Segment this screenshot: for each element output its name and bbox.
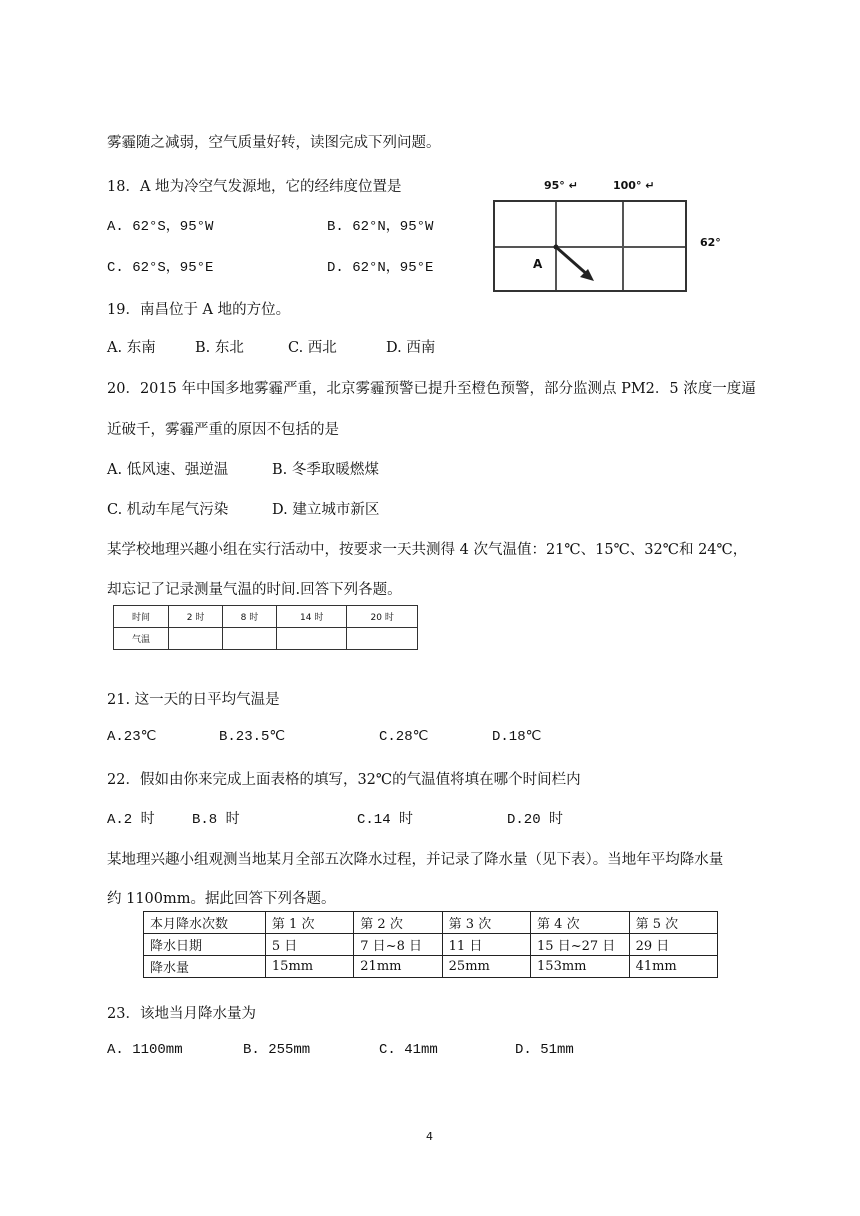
table-cell: 第 1 次 — [265, 912, 353, 934]
q20-stem-line2: 近破千，雾霾严重的原因不包括的是 — [107, 422, 339, 438]
table-cell: 本月降水次数 — [144, 912, 266, 934]
q18-option-d: D. 62°N，95°E — [327, 260, 434, 276]
table-row — [114, 606, 418, 628]
table-header-cell: 8 时 — [223, 606, 277, 628]
q21-option-d: D.18℃ — [492, 729, 542, 745]
table-cell — [223, 628, 277, 650]
table-cell: 15 日~27 日 — [531, 934, 630, 956]
table-cell: 21mm — [354, 956, 442, 978]
table-row — [144, 934, 718, 956]
q20-option-c: C. 机动车尾气污染 — [107, 502, 229, 518]
page-number: 4 — [426, 1130, 433, 1143]
table-row — [144, 912, 718, 934]
table-cell: 25mm — [442, 956, 530, 978]
map-lat-62-label: 62° — [700, 236, 721, 249]
q21-stem: 21. 这一天的日平均气温是 — [107, 692, 280, 708]
table-cell — [276, 628, 347, 650]
table-cell: 5 日 — [265, 934, 353, 956]
table-cell: 第 4 次 — [531, 912, 630, 934]
q21-option-b: B.23.5℃ — [219, 729, 286, 745]
table-cell: 15mm — [265, 956, 353, 978]
q21-option-c: C.28℃ — [379, 729, 429, 745]
table-cell: 第 5 次 — [629, 912, 717, 934]
table-header-cell: 20 时 — [347, 606, 418, 628]
q23-option-a: A. 1100mm — [107, 1042, 183, 1058]
q22-option-d: D.20 时 — [507, 812, 564, 828]
table-cell — [169, 628, 223, 650]
rain-intro-line2: 约 1100mm。据此回答下列各题。 — [107, 891, 336, 907]
q23-option-c: C. 41mm — [379, 1042, 438, 1058]
map-lon-100-label: 100° ↵ — [613, 179, 655, 192]
table-cell: 降水日期 — [144, 934, 266, 956]
grid-map — [493, 200, 687, 292]
table-cell: 41mm — [629, 956, 717, 978]
temperature-table — [113, 605, 418, 650]
temp-intro-line2: 却忘记了记录测量气温的时间.回答下列各题。 — [107, 582, 402, 598]
table-row — [114, 628, 418, 650]
q18-option-a: A. 62°S，95°W — [107, 219, 214, 235]
q23-option-d: D. 51mm — [515, 1042, 574, 1058]
table-cell — [347, 628, 418, 650]
table-row — [144, 956, 718, 978]
q20-option-d: D. 建立城市新区 — [272, 502, 380, 518]
q19-option-a: A. 东南 — [107, 340, 156, 356]
rain-intro-line1: 某地理兴趣小组观测当地某月全部五次降水过程，并记录了降水量（见下表）。当地年平均降水量 — [107, 852, 724, 868]
table-cell: 153mm — [531, 956, 630, 978]
q19-option-d: D. 西南 — [386, 340, 436, 356]
q18-option-c: C. 62°S，95°E — [107, 260, 214, 276]
q22-option-b: B.8 时 — [192, 812, 240, 828]
table-header-cell: 时间 — [114, 606, 169, 628]
temp-intro-line1: 某学校地理兴趣小组在实行活动中，按要求一天共测得 4 次气温值：21℃、15℃、32℃和 24℃， — [107, 542, 748, 558]
intro-line: 雾霾随之减弱，空气质量好转，读图完成下列问题。 — [107, 135, 441, 151]
table-cell: 第 3 次 — [442, 912, 530, 934]
table-header-cell: 2 时 — [169, 606, 223, 628]
table-row-label: 气温 — [114, 628, 169, 650]
table-header-cell: 14 时 — [276, 606, 347, 628]
q23-stem: 23．该地当月降水量为 — [107, 1006, 256, 1022]
q18-option-b: B. 62°N，95°W — [327, 219, 434, 235]
q19-option-b: B. 东北 — [195, 340, 244, 356]
map-lon-95-label: 95° ↵ — [544, 179, 578, 192]
q18-stem: 18．A 地为冷空气发源地，它的经纬度位置是 — [107, 179, 402, 195]
q22-option-a: A.2 时 — [107, 812, 155, 828]
q21-option-a: A.23℃ — [107, 729, 157, 745]
q22-stem: 22．假如由你来完成上面表格的填写，32℃的气温值将填在哪个时间栏内 — [107, 772, 581, 788]
wind-arrow-icon — [495, 202, 685, 290]
table-cell: 11 日 — [442, 934, 530, 956]
table-cell: 29 日 — [629, 934, 717, 956]
q20-option-a: A. 低风速、强逆温 — [107, 462, 229, 478]
q20-option-b: B. 冬季取暖燃煤 — [272, 462, 379, 478]
table-cell: 第 2 次 — [354, 912, 442, 934]
table-cell: 降水量 — [144, 956, 266, 978]
map-point-a-label: A — [533, 257, 543, 271]
q19-stem: 19．南昌位于 A 地的方位。 — [107, 302, 291, 318]
q20-stem-line1: 20．2015 年中国多地雾霾严重，北京雾霾预警已提升至橙色预警，部分监测点 PM2．5 浓度一度逼 — [107, 381, 756, 397]
table-cell: 7 日~8 日 — [354, 934, 442, 956]
q19-option-c: C. 西北 — [288, 340, 337, 356]
q22-option-c: C.14 时 — [357, 812, 414, 828]
q23-option-b: B. 255mm — [243, 1042, 311, 1058]
precipitation-table — [143, 911, 718, 978]
